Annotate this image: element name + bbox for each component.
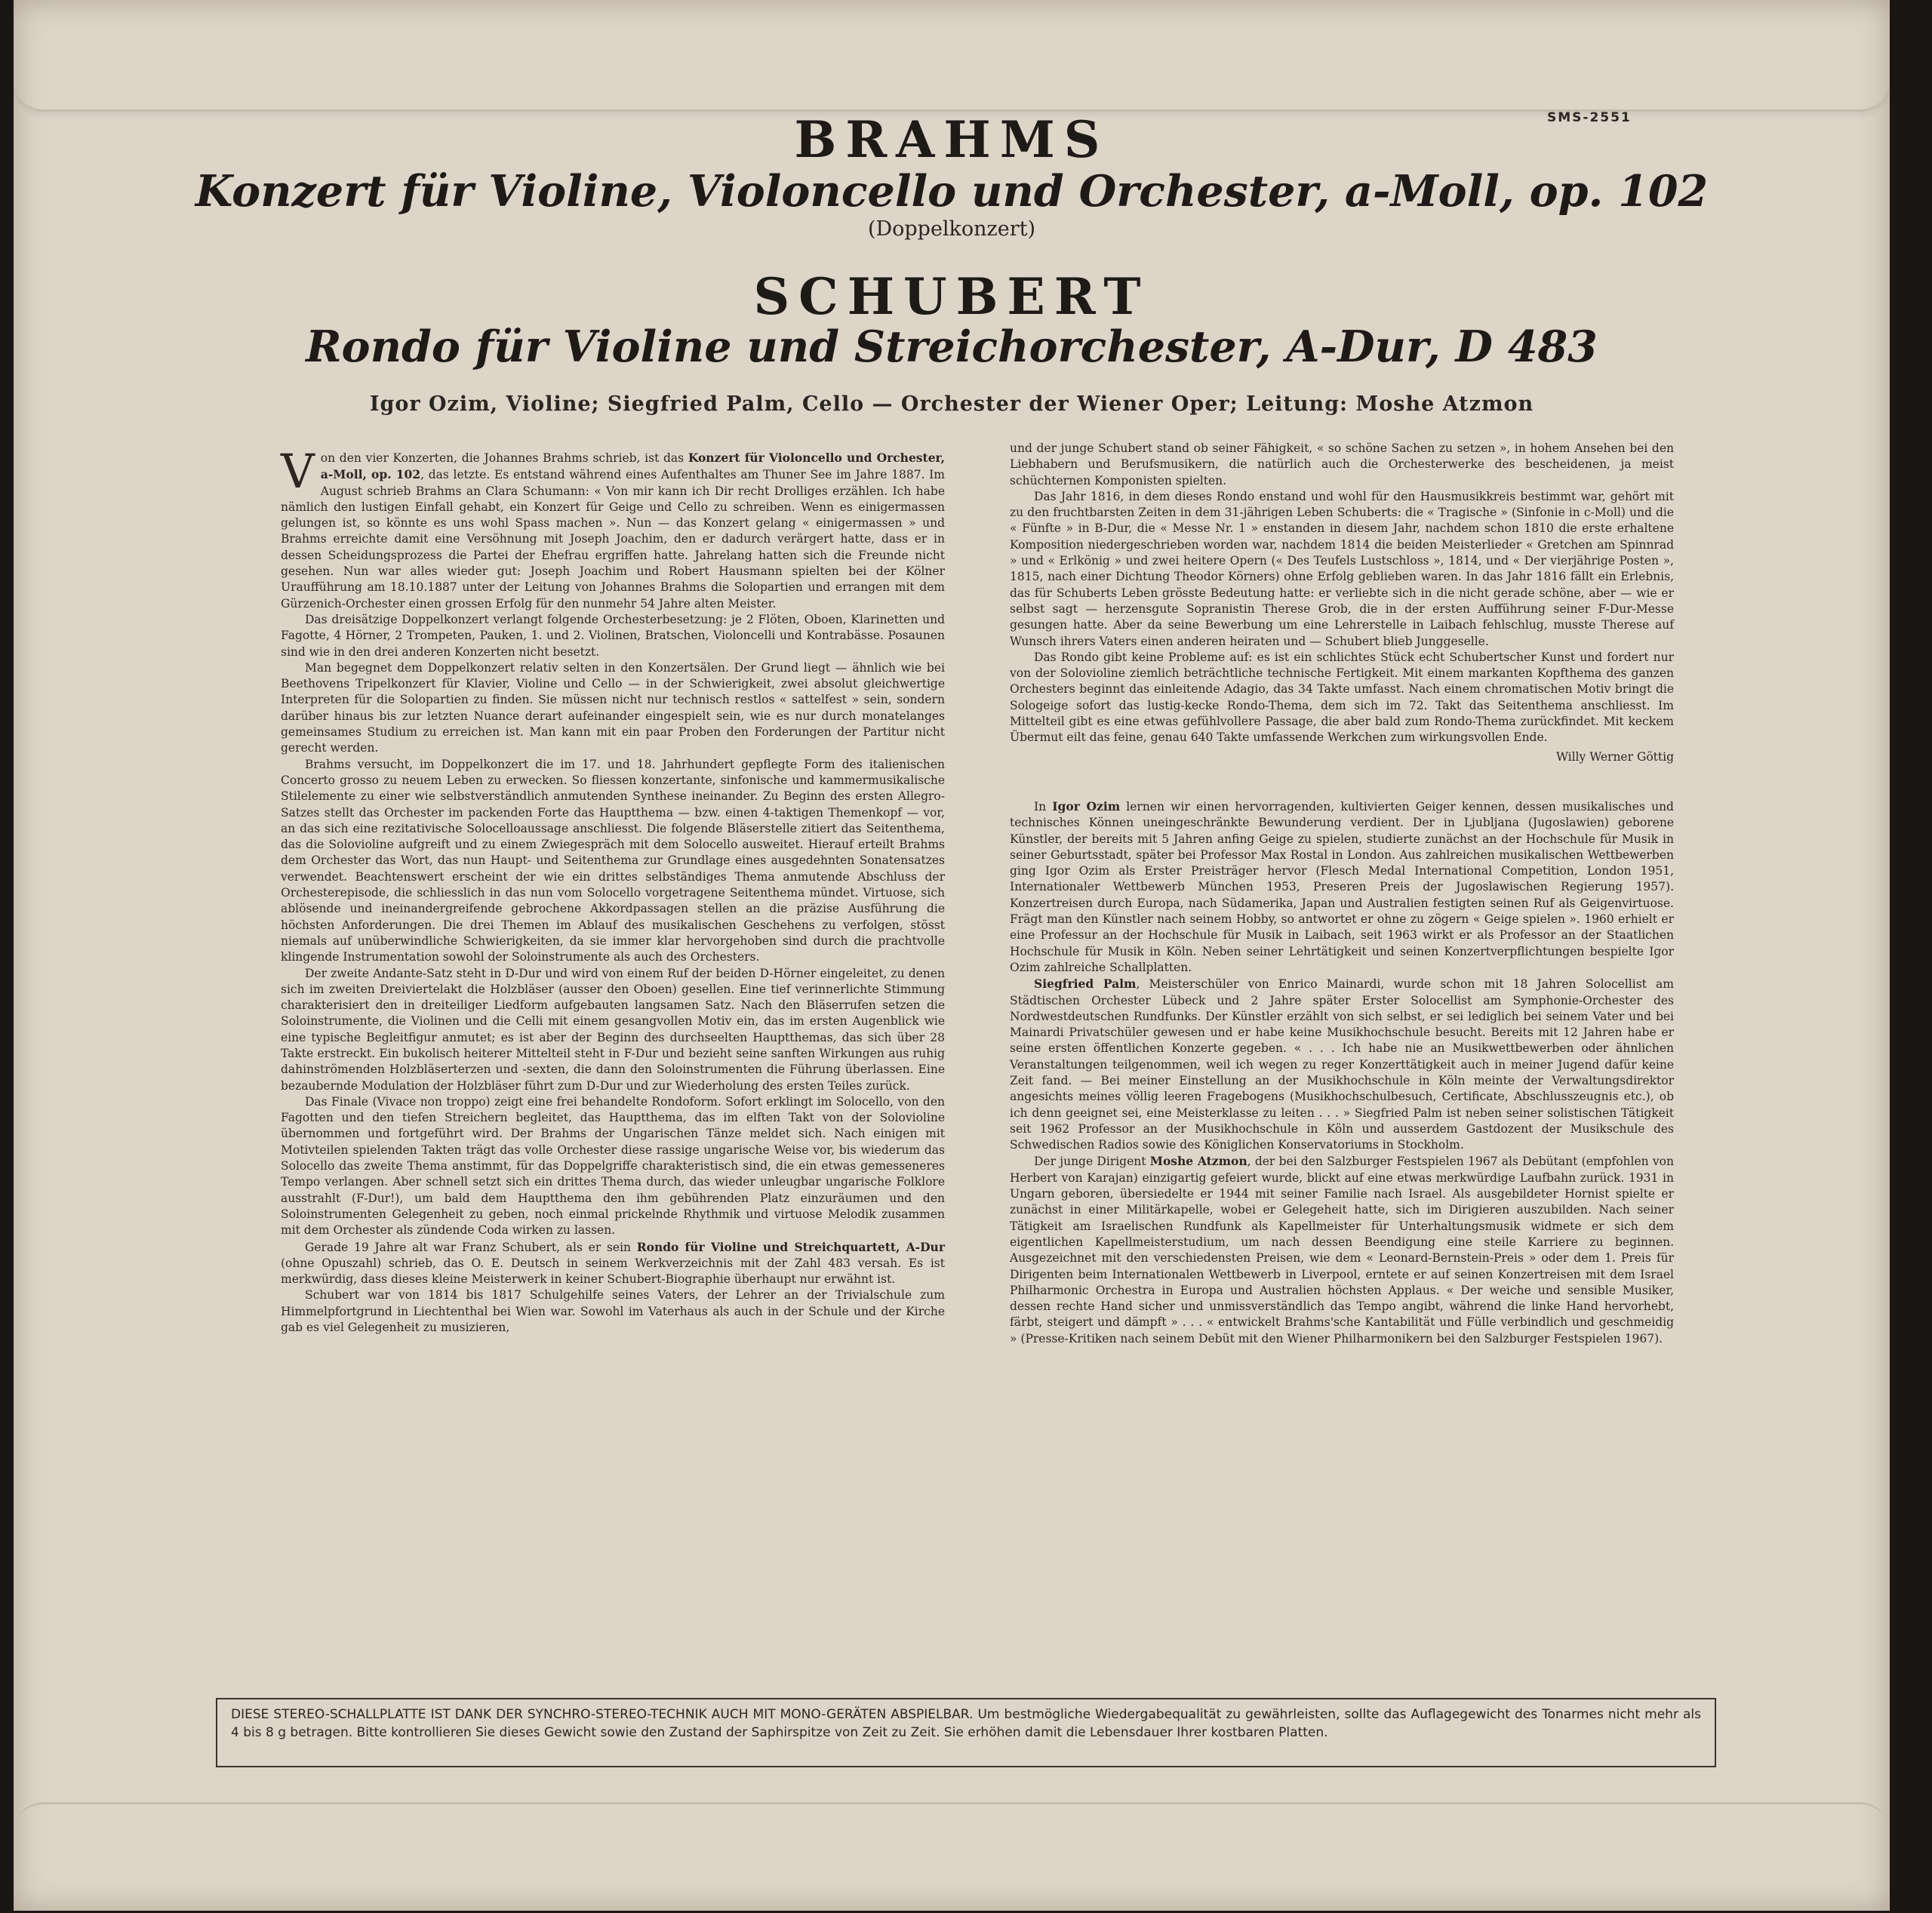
paragraph: Das Finale (Vivace non troppo) zeigt eine frei behandelte Rondoform. Sofort erklingt im Solocello, von den Fagotten und den tiefen Streichern begleitet, das Hauptthema, das im elften Takt von der Solovioline übernommen und fortgeführt wird. Der Brahms der Ungarischen Tänze meldet sich. Nach einigen mit Motivteilen spielenden Takten trägt das volle Orchester diese rassige ungarische Weise vor, bis wiederum das Solocello das zweite Thema anstimmt, für das Doppelgriffe charakteristisch sind, die ein etwas gemesseneres Tempo verlangen. Aber schnell setzt sich ein drittes Thema durch, das wieder unleugbar ungarische Folklore ausstrahlt (F-Dur!), um bald dem Hauptthema den ihm gebührenden Platz einzuräumen und den Soloinstrumenten Gelegenheit zu geben, noch einmal prickelnde Rhythmik und virtuose Melodik zusammen mit dem Orchester als zündende Coda wirken zu lassen. — [281, 1094, 945, 1238]
paragraph: In Igor Ozim lernen wir einen hervorragenden, kultivierten Geiger kennen, dessen musikalisches und technisches Können uneingeschränkte Bewunderung verdient. Der in Ljubljana (Jugoslawien) geborene Künstler, der bereits mit 5 Jahren anfing Geige zu spielen, studierte zunächst an der Hochschule für Musik in seiner Geburtsstadt, später bei Professor Max Rostal in London. Aus zahlreichen musikalischen Wettbewerben ging Igor Ozim als Erster Preisträger hervor (Flesch Medal International Competition, London 1951, Internationaler Wettbewerb München 1953, Preseren Preis der Jugoslawischen Regierung 1957). Konzertreisen durch Europa, nach Südamerika, Japan und Australien festigten seinen Ruf als Geigenvirtuose. Frägt man den Künstler nach seinem Hobby, so antwortet er ohne zu zögern « Geige spielen ». 1960 erhielt er eine Professur an der Hochschule für Musik in Laibach, seit 1963 wirkt er als Professor an der Staatlichen Hochschule für Musik in Köln. Neben seiner Lehrtätigkeit und seinen Konzertverpflichtungen bespielte Igor Ozim zahlreiche Schallplatten. — [1010, 798, 1674, 974]
paragraph: Das Rondo gibt keine Probleme auf: es ist ein schlichtes Stück echt Schubertscher Kunst und fordert nur von der Solovioline ziemlich beträchtliche technische Fertigkeit. Mit einem markanten Kopfthema des ganzen Orchesters beginnt das einleitende Adagio, das 34 Takte umfasst. Nach einem chromatischen Motiv bringt die Sologeige sofort das lustig-kecke Rondo-Thema, dem sich im 72. Takt das Seitenthema anschliesst. Im Mittelteil gibt es eine etwas gefühlvollere Passage, die aber bald zum Rondo-Thema zurückfindet. Mit keckem Übermut eilt das feine, genau 640 Takte umfassende Werkchen zum wirkungsvollen Ende. — [1010, 650, 1674, 745]
paragraph: Das dreisätzige Doppelkonzert verlangt folgende Orchesterbesetzung: je 2 Flöten, Oboen, Klarinetten und Fagotte, 4 Hörner, 2 Trompeten, Pauken, 1. und 2. Violinen, Bratschen, Violoncelli und Kontrabässe. Posaunen sind wie in den drei anderen Konzerten nicht besetzt. — [281, 612, 945, 659]
emphasis: Moshe Atzmon — [1149, 1154, 1247, 1169]
record-sleeve-back — [14, 0, 1890, 1911]
composer-brahms: BRAHMS — [794, 110, 1109, 169]
emphasis: Konzert für Violoncello und Orchester, a-Moll, op. 102 — [320, 451, 945, 482]
emphasis: Siegfried Palm — [1034, 976, 1137, 992]
author-signature: Willy Werner Göttig — [1555, 749, 1674, 764]
paragraph: Der zweite Andante-Satz steht in D-Dur und wird von einem Ruf der beiden D-Hörner eingeleitet, zu denen sich im zweiten Dreiviertelakt die Holzbläser (ausser den Oboen) gesellen. Eine tief verinnerlichte Stimmung charakterisiert den in dreiteiliger Liedform aufgebauten langsamen Satz. Nach den Bläserrufen setzen die Soloinstrumente, die Violinen und die Celli mit einem gesangvollen Motiv ein, das im ersten Augenblick wie eine typische Begleitfigur anmutet; es ist aber der Beginn des durchseelten Hauptthemas, das sich über 28 Takte erstreckt. Ein bukolisch heiterer Mittelteil steht in F-Dur und bezieht seine sanften Wirkungen aus ruhig dahinströmenden Holzbläserterzen und -sexten, die dann den Soloinstrumenten die Führung überlassen. Eine bezaubernde Modulation der Holzbläser führt zum D-Dur und zur Wiederholung des ersten Teiles zurück. — [281, 966, 945, 1093]
notice-caps: DIESE STEREO-SCHALLPLATTE IST DANK DER SYNCHRO-STEREO-TECHNIK AUCH MIT MONO-GERÄTEN ABSPIELBAR. — [231, 1707, 974, 1722]
work-subtitle-brahms: (Doppelkonzert) — [867, 217, 1036, 241]
paragraph: Siegfried Palm, Meisterschüler von Enrico Mainardi, wurde schon mit 18 Jahren Solocellist am Städtischen Orchester Lübeck und 2 Jahre später Erster Solocellist am Symphonie-Orchester des Nordwestdeutschen Rundfunks. Der Künstler erzählt von sich selbst, er sei lediglich bei seinem Vater und bei Mainardi Privatschüler gewesen und er habe keine Musikhochschule besucht. Bereits mit 12 Jahren habe er seine ersten öffentlichen Konzerte gegeben. « . . . Ich habe nie an Musikwettbewerben oder ähnlichen Veranstaltungen teilgenommen, weil ich wegen zu reger Konzerttätigkeit auch in meiner Jugend dafür keine Zeit fand. — Bei meiner Einstellung an der Musikhochschule in Köln meinte der Verwaltungsdirektor angesichts meines völlig leeren Fragebogens (Musikhochschulbesuch, Certificate, Abschlusszeugnis etc.), ob ich denn geeignet sei, eine Meisterklasse zu leiten . . . » Siegfried Palm ist neben seiner solistischen Tätigkeit seit 1962 Professor an der Musikhochschule in Köln und ausserdem Gastdozent der Musikschule des Schwedischen Radios sowie des Königlichen Konservatoriums in Stockholm. — [1010, 976, 1675, 1152]
paragraph: Schubert war von 1814 bis 1817 Schulgehilfe seines Vaters, der Lehrer an der Trivialschule zum Himmelpfortgrund in Liechtenthal bei Wien war. Sowohl im Vaterhaus als auch in der Schule und der Kirche gab es viel Gelegenheit zu musizieren, — [281, 1288, 945, 1335]
paragraph: Gerade 19 Jahre alt war Franz Schubert, als er sein Rondo für Violine und Streichquartett, A-Dur (ohne Opuszahl) schrieb, das O. E. Deutsch in seinem Werkverzeichnis mit der Zahl 483 versah. Es ist merkwürdig, dass dieses kleine Meisterwerk in keiner Schubert-Biographie überhaupt nur erwähnt ist. — [281, 1239, 945, 1287]
drop-cap: V — [281, 444, 315, 499]
emphasis: Igor Ozim — [1052, 798, 1121, 813]
emphasis: Rondo für Violine und Streichquartett, A-Dur — [636, 1239, 945, 1254]
stereo-notice-box — [216, 1698, 1716, 1767]
paragraph: Man begegnet dem Doppelkonzert relativ selten in den Konzertsälen. Der Grund liegt — ähnlich wie bei Beethovens Tripelkonzert für Klavier, Violine und Cello — in der Schwierigkeit, zwei absolut gleichwertige Interpreten für die Solopartien zu finden. Sie müssen nicht nur technisch restlos « sattelfest » sein, sondern darüber hinaus bis zur letzten Nuance derart aufeinander eingespielt sein, wie es nur durch monatelanges gemeinsames Studium zu erreichen ist. Man kann mit ein paar Proben den Forderungen der Partitur nicht gerecht werden. — [281, 660, 945, 755]
paragraph: Brahms versucht, im Doppelkonzert die im 17. und 18. Jahrhundert gepflegte Form des italienischen Concerto grosso zu neuem Leben zu erwecken. So fliessen konzertante, sinfonische und kammermusikalische Stilelemente zu einer wie selbstverständlich anmutenden Synthese ineinander. Zu Beginn des ersten Allegro-Satzes stellt das Orchester im packenden Forte das Hauptthema — bzw. einen 4-taktigen Themenkopf — vor, an das sich eine rezitativische Solocelloaussage anschliesst. Die folgende Bläserstelle zitiert das Seitenthema, das die Solovioline aufgreift und zu einem Zwiegespräch mit dem Solocello ausweitet. Hierauf erteilt Brahms dem Orchester das Wort, das nun Haupt- und Seitenthema zur Grundlage eines ausgedehnten Sonatensatzes verwendet. Beachtenswert erscheint der wie ein drittes selbständiges Thema anmutende Abschluss der Orchesterepisode, die schliesslich in das nun vom Solocello vorgetragene Seitenthema mündet. Virtuose, sich ablösende und ineinandergreifende gebrochene Akkordpassagen stellen an die präzise Ausführung die höchsten Anforderungen. Die drei Themen im Ablauf des musikalischen Geschehens zu verfolgen, stösst niemals auf unüberwindliche Schwierigkeiten, da sie immer klar hervorgehoben sind durch die prachtvolle klingende Instrumentation sowohl der Soloinstrumente als auch des Orchesters. — [281, 757, 945, 964]
paragraph: Das Jahr 1816, in dem dieses Rondo enstand und wohl für den Hausmusikkreis bestimmt war, gehört mit zu den fruchtbarsten Zeiten in dem 31-jährigen Leben Schuberts: die « Tragische » (Sinfonie in c-Moll) und die « Fünfte » in B-Dur, die « Messe Nr. 1 » enstanden in diesem Jahr, nachdem schon 1810 die erste erhaltene Komposition niedergeschrieben worden war, nachdem 1814 die beiden Meisterlieder « Gretchen am Spinnrad » und « Erlkönig » und zwei heitere Opern (« Des Teufels Lustschloss », 1814, und « Der vierjährige Posten », 1815, nach einer Dichtung Theodor Körners) ohne Erfolg geblieben waren. In das Jahr 1816 fällt ein Erlebnis, das für Schuberts Leben grösste Bedeutung hatte: er verliebte sich in die nicht gerade schöne, aber — wie er selbst sagt — herzensgute Sopranistin Therese Grob, die in der ersten Aufführung seiner F-Dur-Messe gesungen hatte. Aber da seine Bewerbung um eine Lehrerstelle in Laibach fehlschlug, musste Therese auf Wunsch ihrers Vaters einen anderen heiraten und — Schubert blieb Junggeselle. — [1010, 489, 1674, 648]
work-title-brahms: Konzert für Violine, Violoncello und Orchester, a-Moll, op. 102 — [195, 166, 1709, 217]
top-flap — [14, 0, 1890, 112]
liner-notes-left-column — [281, 444, 945, 1336]
paragraph: Von den vier Konzerten, die Johannes Brahms schrieb, ist das Konzert für Violoncello und Orchester, a-Moll, op. 102, das letzte. Es entstand während eines Aufenthaltes am Thuner See im Jahre 1887. Im August schrieb Brahms an Clara Schumann: « Von mir kann ich Dir recht Drolliges erzählen. Ich habe nämlich den lustigen Einfall gehabt, ein Konzert für Geige und Cello zu schreiben. Wenn es einigermassen gelungen ist, so könnte es uns wohl Spass machen ». Nun — das Konzert gelang « einigermassen » und Brahms erreichte damit eine Versöhnung mit Joseph Joachim, den er dadurch verärgert hatte, dass er in dessen Scheidungsprozess die Partei der Ehefrau ergriffen hatte. Jahrelang hatten sich die Freunde nicht gesehen. Nun war alles wieder gut: Joseph Joachim und Robert Hausmann spielten bei der Kölner Uraufführung am 18.10.1887 unter der Leitung von Johannes Brahms die Solopartien und errangen mit dem Gürzenich-Orchester einen grossen Erfolg für den nunmehr 54 Jahre alten Meister. — [281, 444, 945, 610]
performers-line: Igor Ozim, Violine; Siegfried Palm, Cello — Orchester der Wiener Oper; Leitung: Moshe Atzmon — [369, 392, 1534, 416]
liner-notes-right-column — [1010, 441, 1674, 1347]
paragraph: und der junge Schubert stand ob seiner Fähigkeit, « so schöne Sachen zu setzen », in hohem Ansehen bei den Liebhabern und Berufsmusikern, die natürlich auch die Orchesterwerke des bescheidenen, ja meist schüchternen Komponisten spielten. — [1010, 441, 1674, 487]
paragraph: Der junge Dirigent Moshe Atzmon, der bei den Salzburger Festspielen 1967 als Debütant (empfohlen von Herbert von Karajan) einzigartig gefeiert wurde, blickt auf eine etwas merkwürdige Laufbahn zurück. 1931 in Ungarn geboren, übersiedelte er 1944 mit seiner Familie nach Israel. Als ausgebildeter Hornist spielte er zunächst in einer Militärkapelle, wobei er Gelegeheit hatte, sich im Dirigieren auszubilden. Nach seiner Tätigkeit am Israelischen Rundfunk als Kapellmeister für Unterhaltungsmusik widmete er sich dem eigentlichen Kapellmeisterstudium, um nach dessen Beendigung eine steile Karriere zu beginnen. Ausgezeichnet mit den verschiedensten Preisen, wie dem « Leonard-Bernstein-Preis » oder dem 1. Preis für Dirigenten beim Internationalen Wettbewerb in Liverpool, erntete er auf seinen Konzertreisen mit dem Israel Philharmonic Orchestra in Europa und Australien höchsten Applaus. « Der weiche und sensible Musiker, dessen rechte Hand sicher und unmissverständlich das Tempo angibt, während die linke Hand hervorhebt, färbt, steigert und dämpft » . . . « entwickelt Brahms'sche Kantabilität und Fülle verbindlich und geschmeidig » (Presse-Kritiken nach seinem Debüt mit den Wiener Philharmonikern bei den Salzburger Festspielen 1967). — [1010, 1154, 1674, 1346]
work-title-schubert: Rondo für Violine und Streichorchester, A-Dur, D 483 — [306, 321, 1598, 372]
composer-schubert: SCHUBERT — [753, 267, 1150, 326]
notice-text: Um bestmögliche Wiedergabequalität zu gewährleisten, sollte das Auflagegewicht des Tonarmes nicht mehr als 4 bis 8 g betragen. Bitte kontrollieren Sie dieses Gewicht sowie den Zustand der Saphirspitze von Zeit zu Zeit. Sie erhöhen damit die Lebensdauer Ihrer kostbaren Platten. — [231, 1707, 1701, 1740]
catalog-number: SMS-2551 — [1547, 110, 1632, 125]
bottom-flap — [14, 1802, 1890, 1913]
